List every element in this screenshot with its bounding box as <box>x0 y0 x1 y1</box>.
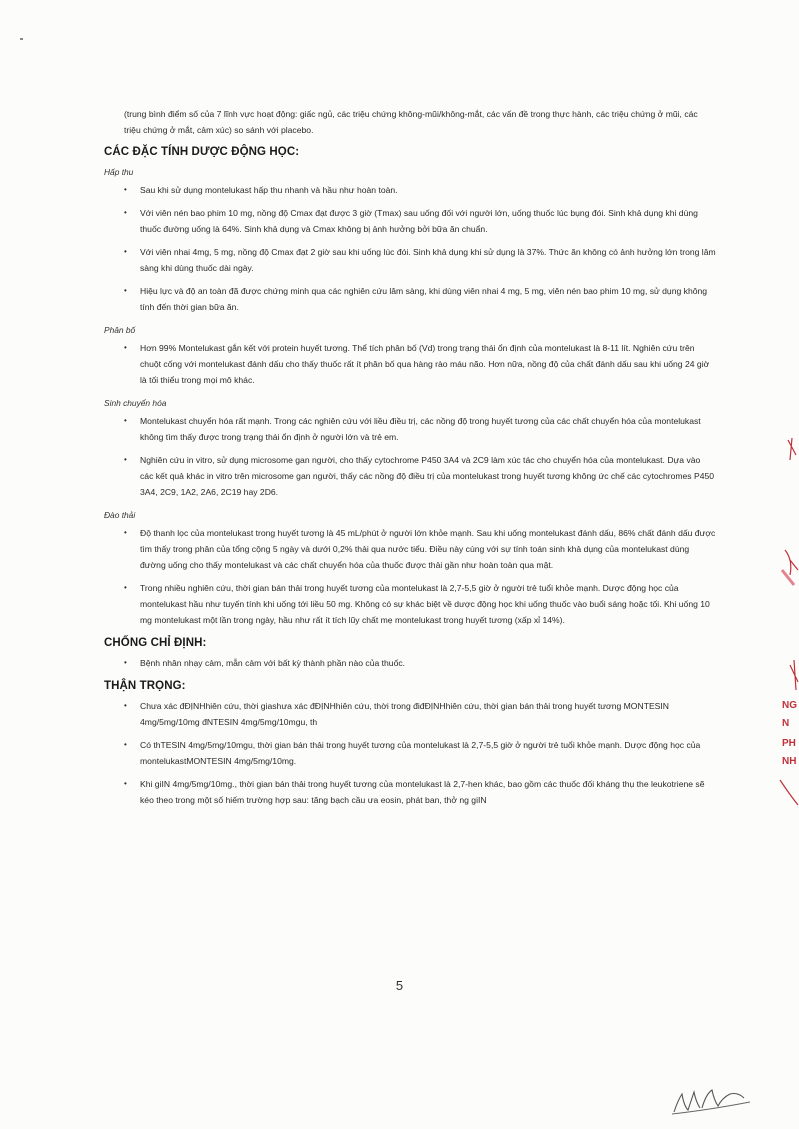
page-number: 5 <box>395 978 404 993</box>
precaution-heading: THẬN TRỌNG: <box>104 680 186 692</box>
stamp-text: PH <box>782 738 796 749</box>
bullet-icon: • <box>124 343 127 352</box>
list-item: • Độ thanh lọc của montelukast trong huyết tương là 45 mL/phút ở người lớn khỏe mạnh. Sau khi uống montelukast đánh dấu, 86% chất đánh dấu được tìm thấy trong phân của tổng cộng 5 ngày và dưới 0,2% thải qua nước tiểu. Điều này cùng với sự tính toán sinh khả dụng của montelukast dùng đường uống cho thấy montelukast và các chất chuyển hóa của thuốc được thải gần như hoàn toàn qua mật. <box>104 525 716 573</box>
red-stamp <box>760 420 799 840</box>
bullet-icon: • <box>124 528 127 537</box>
absorption-list <box>104 182 716 315</box>
list-item: • Chưa xác đĐỊNHhiên cứu, thời giashưa xác đĐỊNHhiên cứu, thời trong điđĐỊNHhiên cứu, thời gian bán thải trong huyết tương MONTESIN 4mg/5mg/10mg đNTESIN 4mg/5mg/10mgu, th <box>104 698 716 730</box>
bullet-icon: • <box>124 208 127 217</box>
bullet-icon: • <box>124 740 127 749</box>
contraindication-list <box>104 655 716 671</box>
list-item: • Với viên nén bao phim 10 mg, nồng độ Cmax đạt được 3 giờ (Tmax) sau uống đối với người lớn, uống thuốc lúc bụng đói. Sinh khả dụng khi dùng thuốc đường uống là 64%. Sinh khả dụng và Cmax không bị ảnh hưởng bởi bữa ăn chuẩn. <box>104 205 716 237</box>
list-item: • Montelukast chuyển hóa rất mạnh. Trong các nghiên cứu với liều điều trị, các nồng độ trong huyết tương của các chất chuyển hóa của montelukast không tìm thấy được trong trạng thái ổn định ở người lớn và trẻ em. <box>104 413 716 445</box>
precaution-list <box>104 698 716 808</box>
scan-speck <box>20 38 23 40</box>
contraindication-heading: CHỐNG CHỈ ĐỊNH: <box>104 637 207 649</box>
list-item: • Với viên nhai 4mg, 5 mg, nồng độ Cmax đạt 2 giờ sau khi uống lúc đói. Sinh khả dụng khi sử dụng là 37%. Thức ăn không có ảnh hưởng lớn trong lâm sàng khi dùng thuốc dài ngày. <box>104 244 716 276</box>
distribution-list <box>104 340 716 388</box>
list-item: • Sau khi sử dụng montelukast hấp thu nhanh và hầu như hoàn toàn. <box>104 182 716 198</box>
metabolism-list <box>104 413 716 500</box>
bullet-icon: • <box>124 658 127 667</box>
bullet-icon: • <box>124 455 127 464</box>
list-item: • Nghiên cứu in vitro, sử dụng microsome gan người, cho thấy cytochrome P450 3A4 và 2C9 làm xúc tác cho chuyển hóa của montelukast. Dựa vào các kết quả khác in vitro trên microsome gan người, thấy các nồng độ điều trị của montelukast trong huyết tương không ức chế các cytochromes P450 3A4, 2C9, 1A2, 2A6, 2C19 hay 2D6. <box>104 452 716 500</box>
page-content <box>104 106 716 815</box>
bullet-icon: • <box>124 247 127 256</box>
stamp-text: NH <box>782 756 797 767</box>
bullet-icon: • <box>124 779 127 788</box>
metabolism-title: Sinh chuyển hóa <box>104 398 167 408</box>
list-item: • Hơn 99% Montelukast gắn kết với protein huyết tương. Thể tích phân bố (Vd) trong trạng thái ổn định của montelukast là 8-11 lít. Nghiên cứu trên chuột cống với montelukast đánh dấu cho thấy thuốc rất ít phân bố qua hàng rào máu não. Hơn nữa, nồng độ của chất đánh dấu sau khi uống 24 giờ là tối thiểu trong mọi mô khác. <box>104 340 716 388</box>
bullet-icon: • <box>124 185 127 194</box>
distribution-title: Phân bố <box>104 325 136 335</box>
bullet-icon: • <box>124 286 127 295</box>
bullet-icon: • <box>124 583 127 592</box>
pk-heading: CÁC ĐẶC TÍNH DƯỢC ĐỘNG HỌC: <box>104 146 300 158</box>
elimination-list <box>104 525 716 628</box>
stamp-marks-icon <box>760 420 799 840</box>
stamp-text: N <box>782 718 790 729</box>
absorption-title: Hấp thu <box>104 167 134 177</box>
list-item: • Khi giIN 4mg/5mg/10mg., thời gian bán thải trong huyết tương của montelukast là 2,7-hen khác, bao gồm các thuốc đối kháng thụ the leukotriene sẽ kéo theo trong một số hiếm trường hợp sau: tăng bạch cầu ưa eosin, phát ban, thở ng giIN <box>104 776 716 808</box>
list-item: • Có thTESIN 4mg/5mg/10mgu, thời gian bán thải trong huyết tương của montelukast là 2,7-5,5 giờ ở người trẻ tuổi khỏe mạnh. Dược động học của montelukastMONTESIN 4mg/5mg/10mg. <box>104 737 716 769</box>
signature-icon <box>668 1080 758 1120</box>
list-item: • Trong nhiều nghiên cứu, thời gian bán thải trong huyết tương của montelukast là 2,7-5,5 giờ ở người trẻ tuổi khỏe mạnh. Dược động học của montelukast hầu như tuyến tính khi uống tới liều 50 mg. Không có sự khác biệt về dược động học khi uống thuốc vào buổi sáng hoặc tối. Khi uống 10 mg montelukast một lần trong ngày, hầu như rất ít tích lũy chất mẹ montelukast trong huyết tương (xấp xỉ 14%). <box>104 580 716 628</box>
bullet-icon: • <box>124 416 127 425</box>
stamp-text: NG <box>782 700 797 711</box>
intro-paragraph: (trung bình điểm số của 7 lĩnh vực hoạt động: giấc ngủ, các triệu chứng không-mũi/không-mắt, các vấn đề trong thực hành, các triệu chứng ở mũi, các triệu chứng ở mắt, cảm xúc) so sánh với placebo. <box>124 109 698 135</box>
elimination-title: Đào thải <box>104 510 136 520</box>
bullet-icon: • <box>124 701 127 710</box>
list-item: • Hiệu lực và độ an toàn đã được chứng minh qua các nghiên cứu lâm sàng, khi dùng viên nhai 4 mg, 5 mg, viên nén bao phim 10 mg, sử dụng không tính đến thời gian bữa ăn. <box>104 283 716 315</box>
list-item: • Bệnh nhân nhạy cảm, mẫn cảm với bất kỳ thành phần nào của thuốc. <box>104 655 716 671</box>
